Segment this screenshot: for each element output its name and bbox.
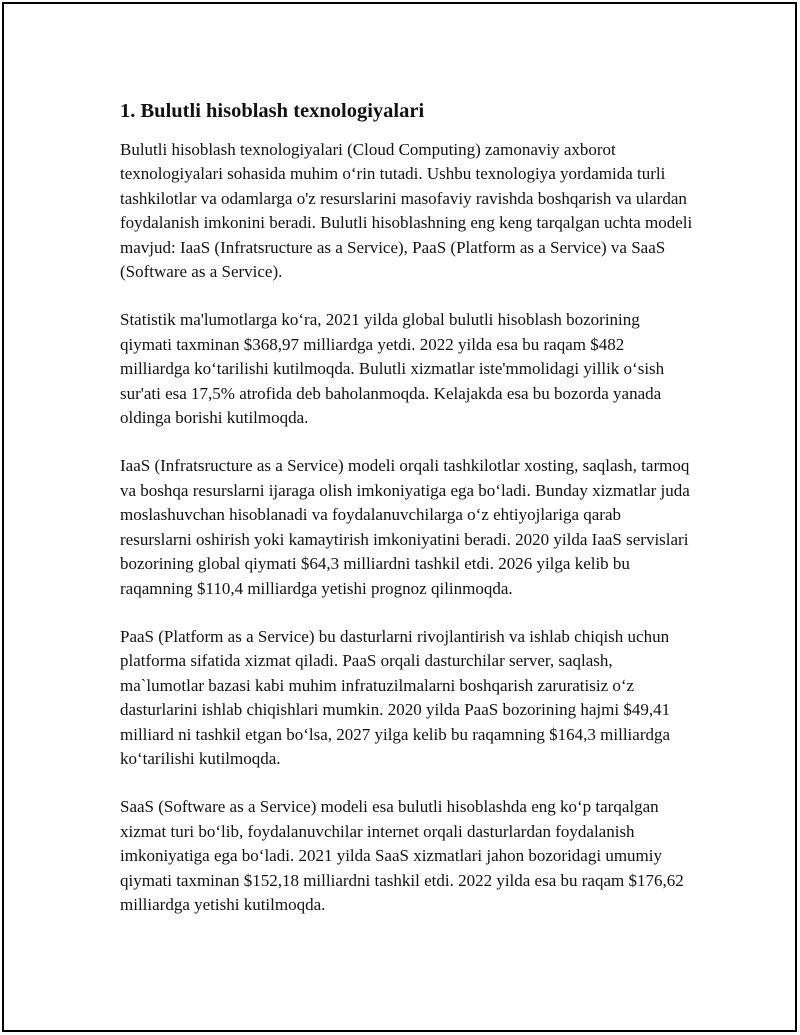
- paragraph-saas: SaaS (Software as a Service) modeli esa bulutli hisoblashda eng ko‘p tarqalgan xizmat turi bo‘lib, foydalanuvchilar internet orqali dasturlardan foydalanish imkoniyatiga ega bo‘ladi. 2021 yilda SaaS xizmatlari jahon bozoridagi umumiy qiymati taxminan $152,18 milliardni tashkil etdi. 2022 yilda esa bu raqam $176,62 milliardga yetishi kutilmoqda.: [120, 797, 684, 914]
- paragraph-paas: PaaS (Platform as a Service) bu dasturlarni rivojlantirish va ishlab chiqish uchun platforma sifatida xizmat qiladi. PaaS orqali dasturchilar server, saqlash, ma`lumotlar bazasi kabi muhim infratuzilmalarni boshqarish zaruratisiz o‘z dasturlarini ishlab chiqishlari mumkin. 2020 yilda PaaS bozorining hajmi $49,41 milliard ni tashkil etgan bo‘lsa, 2027 yilga kelib bu raqamning $164,3 milliardga ko‘tarilishi kutilmoqda.: [120, 626, 671, 768]
- document-body: [120, 98, 695, 941]
- section-heading: 1. Bulutli hisoblash texnologiyalari: [120, 100, 425, 122]
- page-frame: [2, 2, 797, 1032]
- paragraph-statistics: Statistik ma'lumotlarga ko‘ra, 2021 yilda global bulutli hisoblash bozorining qiymati taxminan $368,97 milliardga yetdi. 2022 yilda esa bu raqam $482 milliardga ko‘tarilishi kutilmoqda. Bulutli xizmatlar iste'mmolidagi yillik o‘sish sur'ati esa 17,5% atrofida deb baholanmoqda. Kelajakda esa bu bozorda yanada oldinga borishi kutilmoqda.: [120, 310, 665, 428]
- paragraph-intro: Bulutli hisoblash texnologiyalari (Cloud Computing) zamonaviy axborot texnologiyalari sohasida muhim o‘rin tutadi. Ushbu texnologiya yordamida turli tashkilotlar va odamlarga o'z resurslarini masofaviy ravishda boshqarish va ulardan foydalanish imkonini beradi. Bulutli hisoblashning eng keng tarqalgan uchta modeli mavjud: IaaS (Infratsructure as a Service), PaaS (Platform as a Service) va SaaS (Software as a Service).: [120, 140, 693, 282]
- paragraph-iaas: IaaS (Infratsructure as a Service) modeli orqali tashkilotlar xosting, saqlash, tarmoq va boshqa resurslarni ijaraga olish imkoniyatiga ega bo‘ladi. Bunday xizmatlar juda moslashuvchan hisoblanadi va foydalanuvchilarga o‘z ehtiyojlariga qarab resurslarni oshirish yoki kamaytirish imkoniyatini beradi. 2020 yilda IaaS servislari bozorining global qiymati $64,3 milliardni tashkil etdi. 2026 yilga kelib bu raqamning $110,4 milliardga yetishi prognoz qilinmoqda.: [120, 456, 690, 598]
